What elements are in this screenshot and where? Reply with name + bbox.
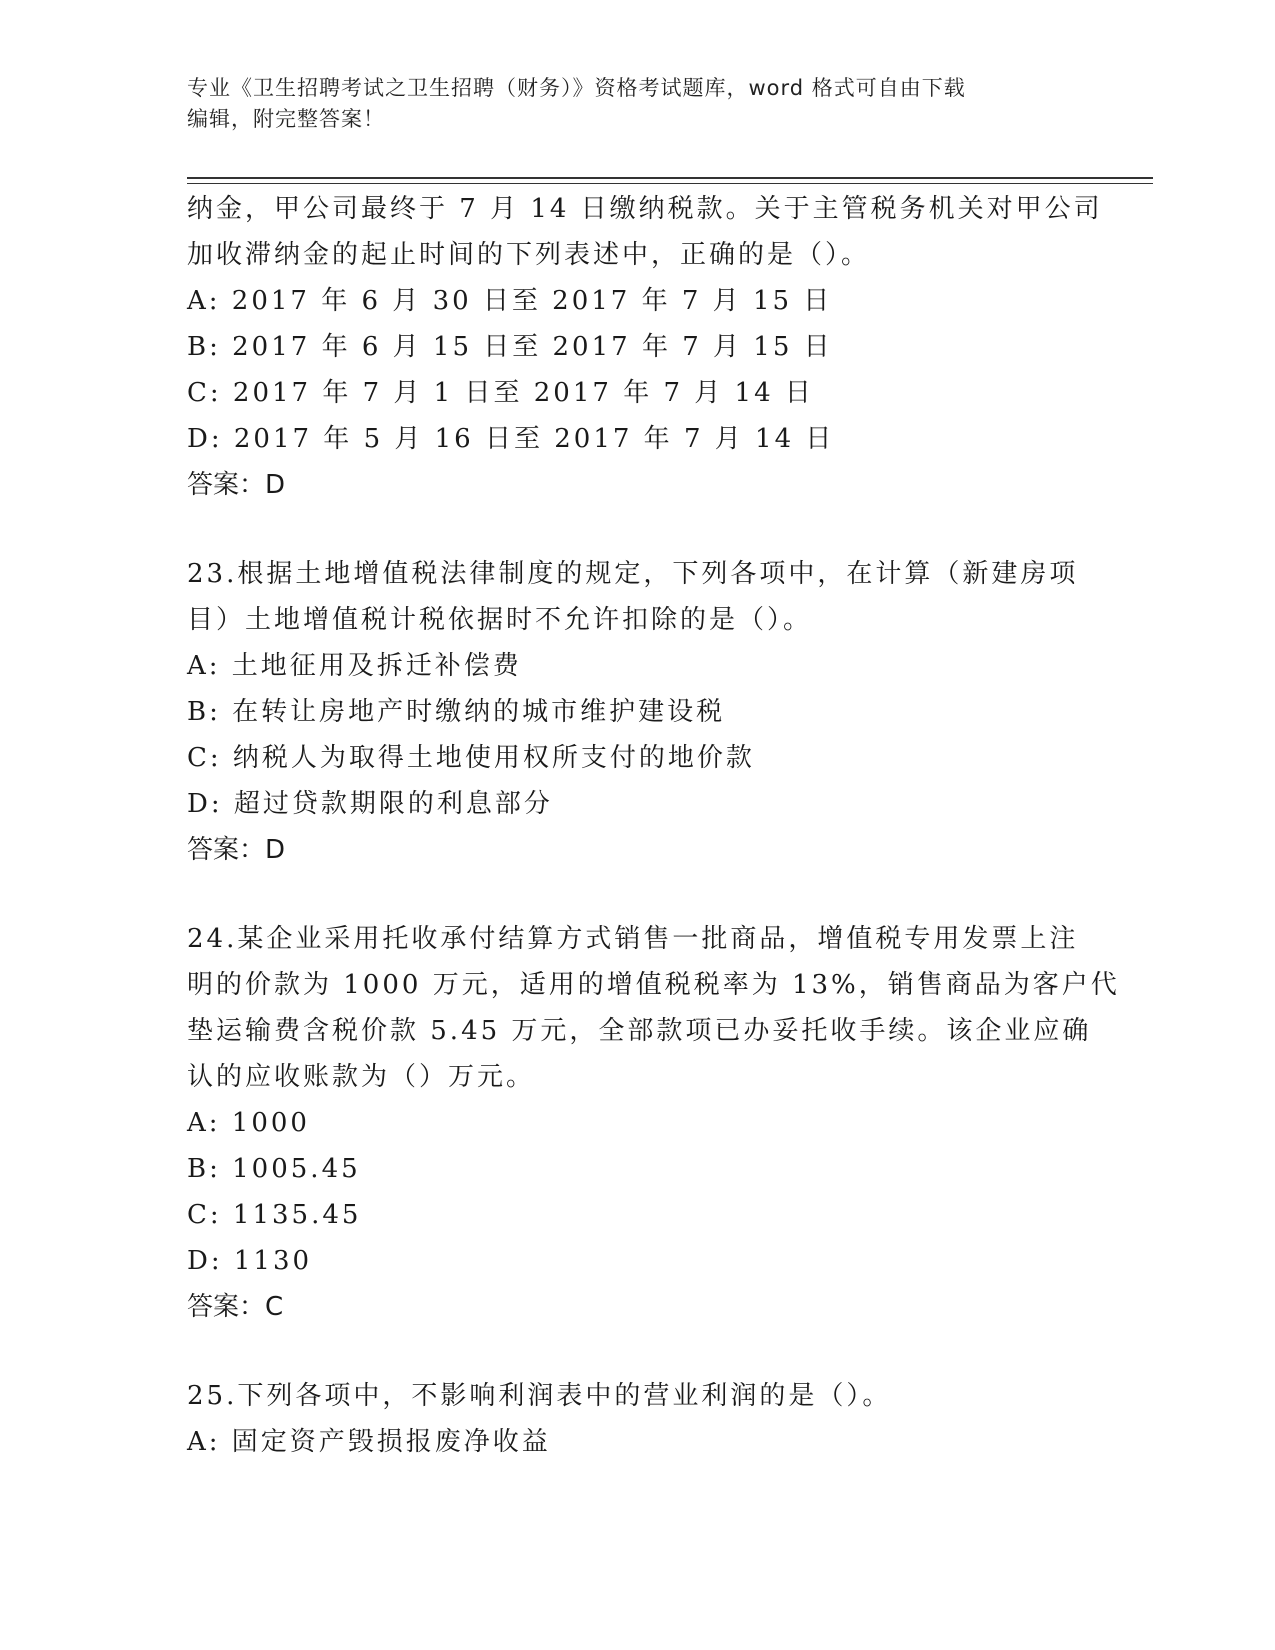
answer: 答案：D	[187, 470, 286, 500]
option-c: C: 2017 年 7 月 1 日至 2017 年 7 月 14 日	[187, 378, 814, 408]
option-d: D: 超过贷款期限的利息部分	[187, 789, 553, 819]
spacer	[187, 1330, 1087, 1373]
answer: 答案：D	[187, 835, 286, 865]
spacer	[187, 873, 1087, 916]
option-b: B: 2017 年 6 月 15 日至 2017 年 7 月 15 日	[187, 332, 833, 362]
question-content	[187, 186, 1120, 1465]
question-stem: 24.某企业采用托收承付结算方式销售一批商品，增值税专用发票上注	[187, 924, 1079, 954]
header-rule-thin	[187, 183, 1153, 184]
header-line-2: 编辑，附完整答案！	[187, 107, 385, 131]
question-25	[187, 1373, 1087, 1465]
option-a: A: 固定资产毁损报废净收益	[187, 1427, 551, 1457]
option-b: B: 1005.45	[187, 1154, 361, 1184]
page-header	[187, 73, 1067, 135]
option-a: A: 2017 年 6 月 30 日至 2017 年 7 月 15 日	[187, 286, 833, 316]
option-a: A: 土地征用及拆迁补偿费	[187, 651, 522, 681]
question-stem: 加收滞纳金的起止时间的下列表述中，正确的是（）。	[187, 240, 871, 270]
header-line-1: 专业《卫生招聘考试之卫生招聘（财务）》资格考试题库，word 格式可自由下载	[187, 76, 966, 100]
question-stem: 纳金，甲公司最终于 7 月 14 日缴纳税款。关于主管税务机关对甲公司	[187, 194, 1103, 224]
question-stem: 垫运输费含税价款 5.45 万元，全部款项已办妥托收手续。该企业应确	[187, 1016, 1092, 1046]
answer: 答案：C	[187, 1292, 284, 1322]
header-rule-thick	[187, 177, 1153, 179]
question-stem: 23.根据土地增值税法律制度的规定，下列各项中，在计算（新建房项	[187, 559, 1079, 589]
question-stem: 25.下列各项中，不影响利润表中的营业利润的是（）。	[187, 1381, 892, 1411]
question-stem: 认的应收账款为（）万元。	[187, 1062, 536, 1092]
option-d: D: 1130	[187, 1246, 313, 1276]
option-a: A: 1000	[187, 1108, 310, 1138]
question-stem: 目）土地增值税计税依据时不允许扣除的是（）。	[187, 605, 813, 635]
question-23	[187, 551, 1087, 873]
spacer	[187, 508, 1087, 551]
option-c: C: 纳税人为取得土地使用权所支付的地价款	[187, 743, 755, 773]
question-24	[187, 916, 1120, 1330]
question-stem: 明的价款为 1000 万元，适用的增值税税率为 13%，销售商品为客户代	[187, 970, 1120, 1000]
question-22	[187, 186, 1103, 508]
option-b: B: 在转让房地产时缴纳的城市维护建设税	[187, 697, 726, 727]
option-d: D: 2017 年 5 月 16 日至 2017 年 7 月 14 日	[187, 424, 835, 454]
option-c: C: 1135.45	[187, 1200, 362, 1230]
